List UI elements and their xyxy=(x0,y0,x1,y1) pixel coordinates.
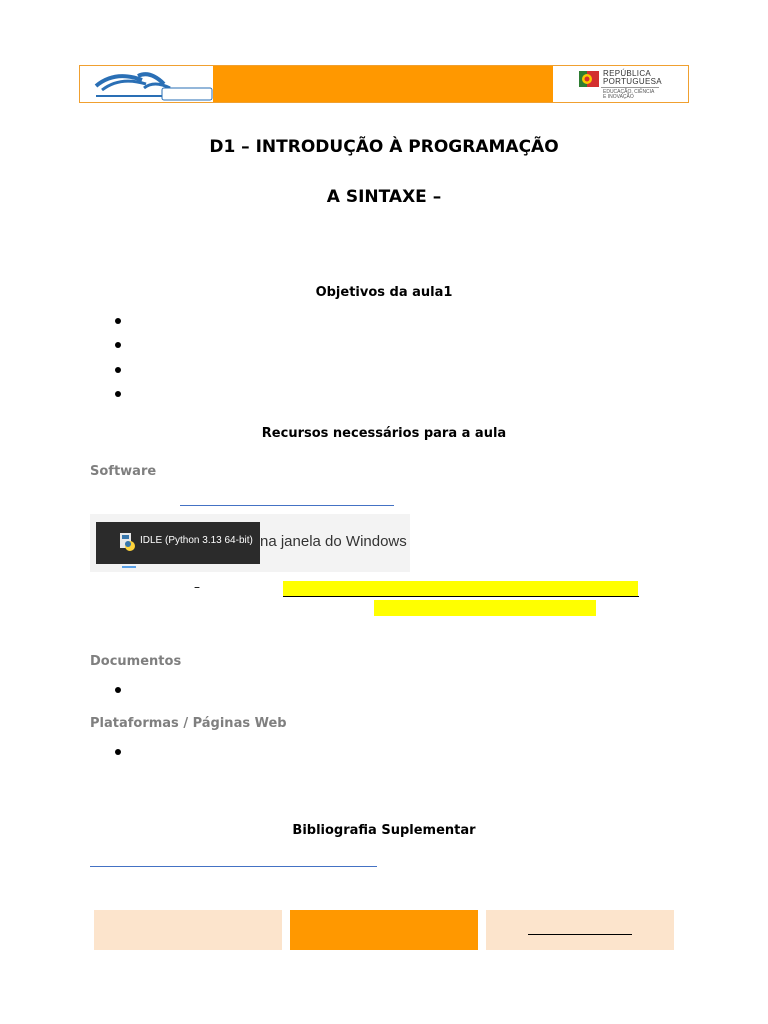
page-subtitle: A SINTAXE – xyxy=(326,187,442,207)
objective-bullet-4 xyxy=(115,391,121,397)
windows-caption: na janela do Windows xyxy=(260,533,407,550)
taskbar-indicator xyxy=(122,566,136,568)
bibliography-link[interactable] xyxy=(90,866,377,867)
documents-label: Documentos xyxy=(90,654,182,669)
footer-page-link[interactable] xyxy=(528,934,632,935)
republica-sub2: E INOVAÇÃO xyxy=(603,94,634,100)
highlight-line-2 xyxy=(374,600,596,616)
objective-bullet-3 xyxy=(115,367,121,373)
objective-bullet-2 xyxy=(115,342,121,348)
highlight-line-1 xyxy=(283,581,638,596)
republica-sub1: EDUCAÇÃO, CIÊNCIA xyxy=(603,89,655,95)
idle-label: IDLE (Python 3.13 64-bit) xyxy=(140,535,253,546)
footer-right-panel xyxy=(486,910,674,950)
school-logo-graphic xyxy=(80,66,213,102)
software-link[interactable] xyxy=(180,505,394,506)
windows-screenshot xyxy=(90,514,410,572)
republica-line2: PORTUGUESA xyxy=(603,77,662,86)
republica-divider xyxy=(601,87,659,88)
republica-emblem-icon xyxy=(579,69,601,91)
idle-taskbar-item[interactable] xyxy=(96,522,260,564)
bibliography-heading: Bibliografia Suplementar xyxy=(292,823,476,838)
dash-text: – xyxy=(194,580,200,594)
python-idle-icon xyxy=(118,532,136,552)
header-orange-panel xyxy=(213,66,553,102)
page-title: D1 – INTRODUÇÃO À PROGRAMAÇÃO xyxy=(209,137,559,157)
platforms-label: Plataformas / Páginas Web xyxy=(90,716,287,731)
platforms-bullet xyxy=(115,749,121,755)
software-label: Software xyxy=(90,464,157,479)
highlight-underline xyxy=(283,596,639,597)
school-logo xyxy=(80,66,213,102)
republica-line1: REPÚBLICA xyxy=(603,69,652,78)
resources-heading: Recursos necessários para a aula xyxy=(261,426,507,441)
documents-bullet xyxy=(115,687,121,693)
footer-left-panel xyxy=(94,910,282,950)
footer-center-panel xyxy=(290,910,478,950)
objective-bullet-1 xyxy=(115,318,121,324)
republica-logo xyxy=(553,66,688,102)
objectives-heading: Objetivos da aula1 xyxy=(315,285,453,300)
